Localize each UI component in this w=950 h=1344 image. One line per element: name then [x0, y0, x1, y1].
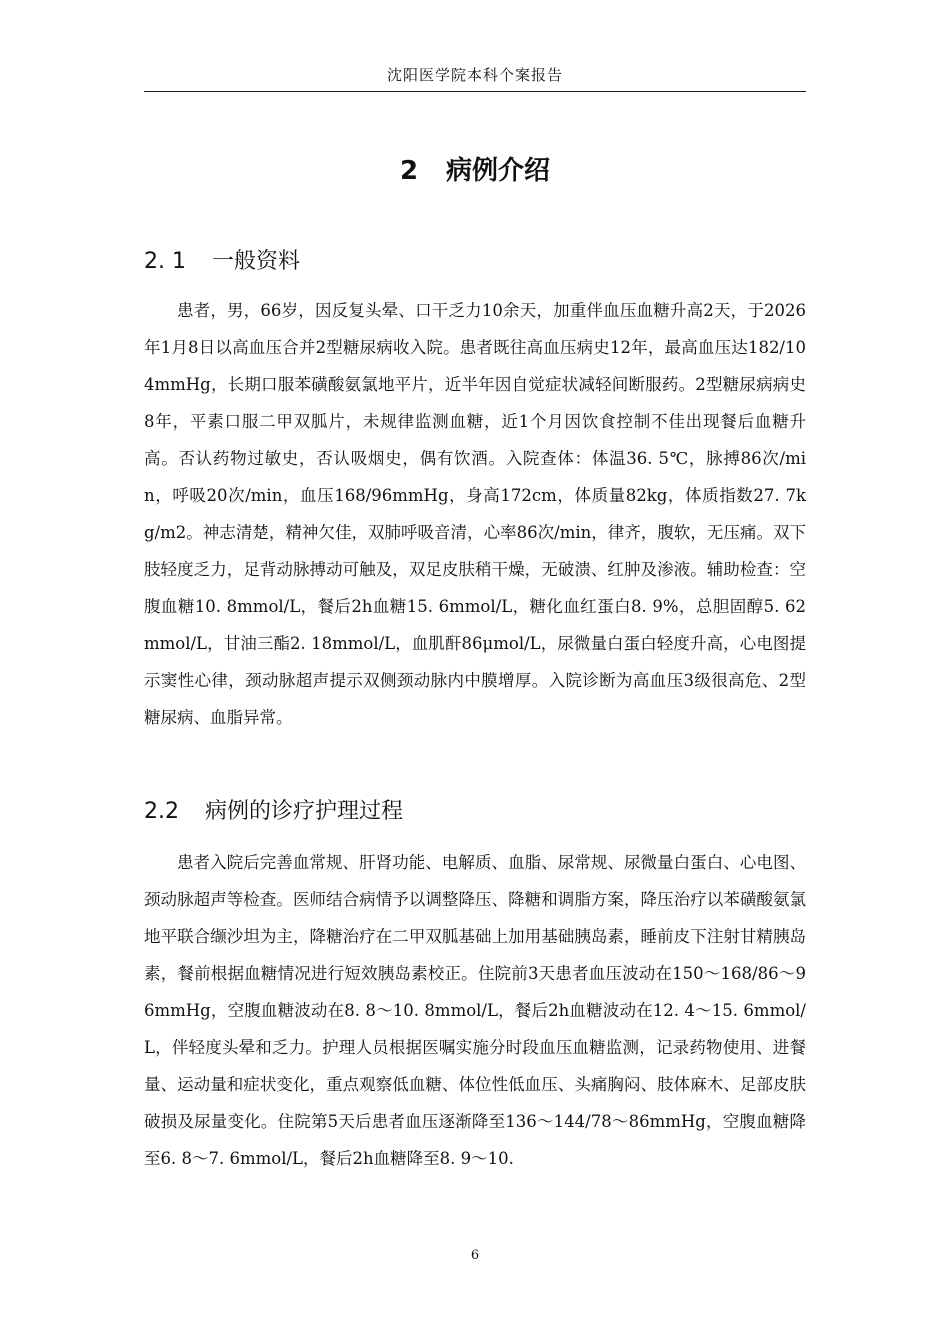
header-divider	[144, 91, 806, 92]
paragraph-treatment-process: 患者入院后完善血常规、肝肾功能、电解质、血脂、尿常规、尿微量白蛋白、心电图、颈动脉超声等检查。医师结合病情予以调整降压、降糖和调脂方案，降压治疗以苯磺酸氨氯地平联合缬沙坦为主，降糖治疗在二甲双胍基础上加用基础胰岛素，睡前皮下注射甘精胰岛素，餐前根据血糖情况进行短效胰岛素校正。住院前3天患者血压波动在150～168/86～96mmHg，空腹血糖波动在8. 8～10. 8mmol/L，餐后2h血糖波动在12. 4～15. 6mmol/L，伴轻度头晕和乏力。护理人员根据医嘱实施分时段血压血糖监测，记录药物使用、进餐量、运动量和症状变化，重点观察低血糖、体位性低血压、头痛胸闷、肢体麻木、足部皮肤破损及尿量变化。住院第5天后患者血压逐渐降至136～144/78～86mmHg，空腹血糖降至6. 8～7. 6mmol/L，餐后2h血糖降至8. 9～10.	[144, 853, 806, 1168]
section-heading-general-info	[144, 244, 806, 275]
chapter-title-text: 病例介绍	[446, 156, 551, 186]
running-header: 沈阳医学院本科个案报告	[386, 66, 563, 84]
section-heading-treatment-process	[144, 794, 806, 825]
chapter-number: 2	[399, 156, 419, 186]
page-number: 6	[470, 1248, 480, 1263]
section-number: 2.2	[144, 799, 179, 824]
section-number: 2. 1	[144, 249, 186, 274]
section-title-text: 病例的诊疗护理过程	[205, 799, 404, 824]
section-title-text: 一般资料	[211, 249, 300, 274]
paragraph-general-info: 患者，男，66岁，因反复头晕、口干乏力10余天，加重伴血压血糖升高2天，于2026年1月8日以高血压合并2型糖尿病收入院。患者既往高血压病史12年，最高血压达182/104mmHg，长期口服苯磺酸氨氯地平片，近半年因自觉症状减轻间断服药。2型糖尿病病史8年，平素口服二甲双胍片，未规律监测血糖，近1个月因饮食控制不佳出现餐后血糖升高。否认药物过敏史，否认吸烟史，偶有饮酒。入院查体：体温36. 5℃，脉搏86次/min，呼吸20次/min，血压168/96mmHg，身高172cm，体质量82kg，体质指数27. 7kg/m2。神志清楚，精神欠佳，双肺呼吸音清，心率86次/min，律齐，腹软，无压痛。双下肢轻度乏力，足背动脉搏动可触及，双足皮肤稍干燥，无破溃、红肿及渗液。辅助检查：空腹血糖10. 8mmol/L，餐后2h血糖15. 6mmol/L，糖化血红蛋白8. 9%，总胆固醇5. 62mmol/L，甘油三酯2. 18mmol/L，血肌酐86μmol/L，尿微量白蛋白轻度升高，心电图提示窦性心律，颈动脉超声提示双侧颈动脉内中膜增厚。入院诊断为高血压3级很高危、2型糖尿病、血脂异常。	[144, 301, 806, 727]
chapter-title	[144, 150, 806, 187]
